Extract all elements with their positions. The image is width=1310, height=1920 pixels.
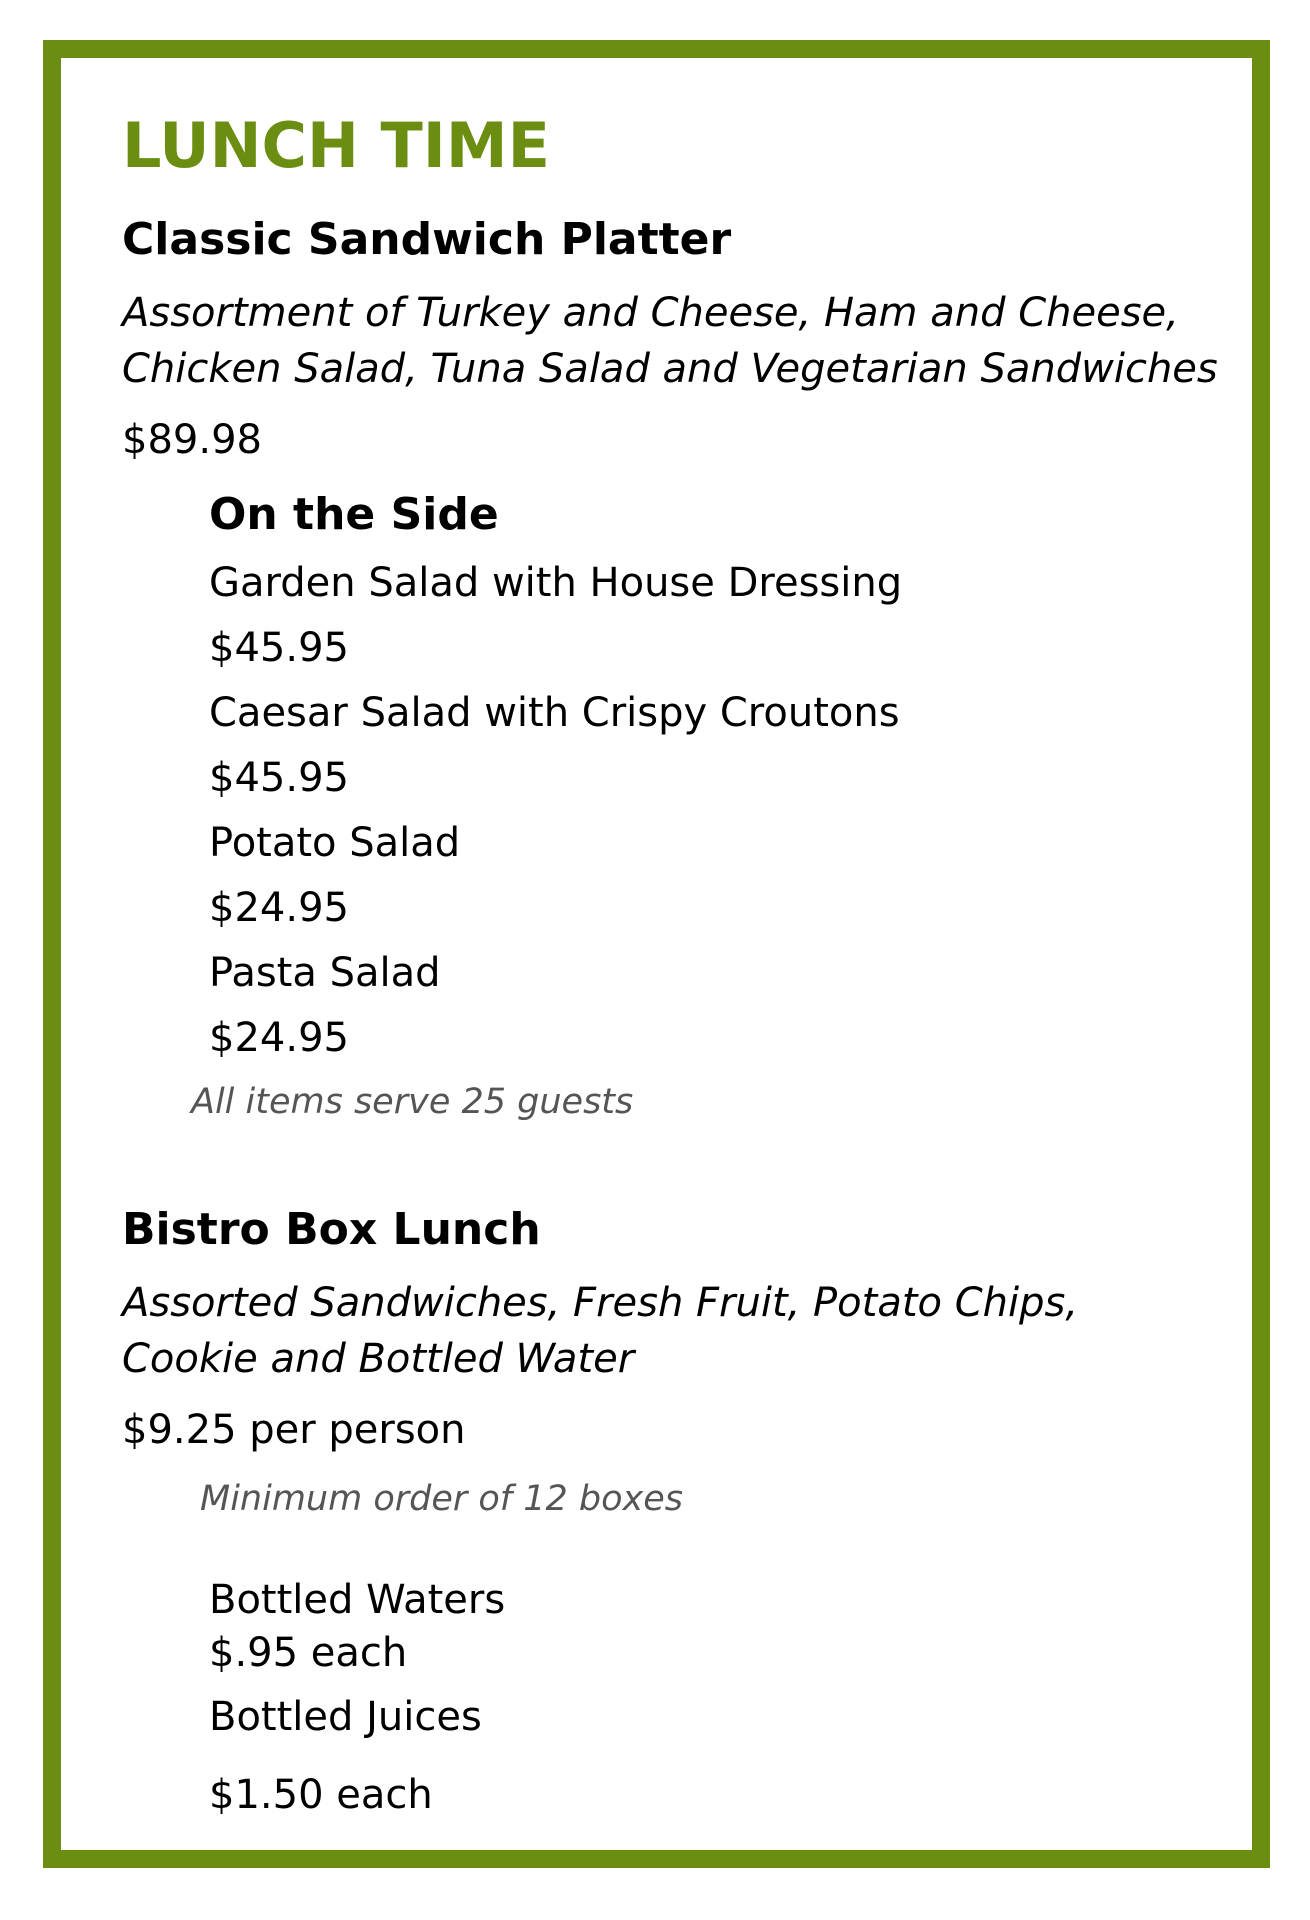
box-lunch-description-line1: Assorted Sandwiches, Fresh Fruit, Potato Chips, [122, 1280, 1079, 1326]
box-lunch-name: Bistro Box Lunch [122, 1204, 541, 1255]
box-lunch-description-line2: Cookie and Bottled Water [122, 1336, 635, 1382]
menu-title: LUNCH TIME [122, 109, 550, 182]
sides-serving-note: All items serve 25 guests [191, 1082, 634, 1122]
side-item-name: Caesar Salad with Crispy Croutons [209, 690, 900, 736]
side-item-name: Garden Salad with House Dressing [209, 560, 903, 606]
side-item-price: $24.95 [209, 1015, 349, 1061]
drink-item-name: Bottled Juices [209, 1694, 482, 1740]
platter-description-line2: Chicken Salad, Tuna Salad and Vegetarian Sandwiches [122, 346, 1218, 392]
drink-item-price: $1.50 each [209, 1772, 433, 1818]
box-lunch-price: $9.25 per person [122, 1407, 466, 1453]
platter-price: $89.98 [122, 417, 262, 463]
box-lunch-minimum-note: Minimum order of 12 boxes [200, 1479, 684, 1519]
side-item-price: $45.95 [209, 755, 349, 801]
side-item-name: Potato Salad [209, 820, 461, 866]
platter-description-line1: Assortment of Turkey and Cheese, Ham and Cheese, [122, 290, 1179, 336]
drink-item-price: $.95 each [209, 1630, 408, 1676]
drink-item-name: Bottled Waters [209, 1577, 506, 1623]
sides-heading: On the Side [209, 489, 499, 540]
side-item-price: $24.95 [209, 885, 349, 931]
platter-name: Classic Sandwich Platter [122, 214, 732, 265]
side-item-name: Pasta Salad [209, 950, 441, 996]
side-item-price: $45.95 [209, 625, 349, 671]
